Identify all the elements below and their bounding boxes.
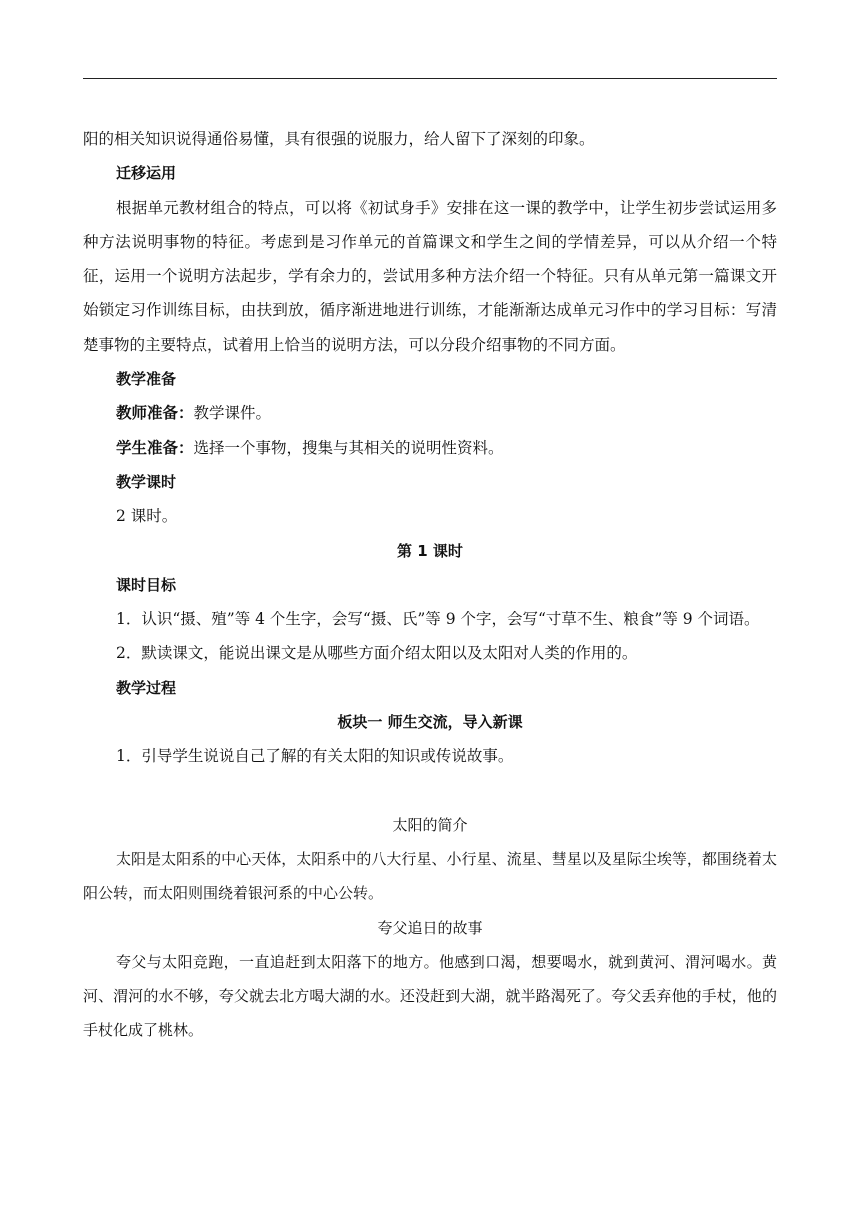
heading-class-hours: 教学课时 (116, 472, 177, 491)
kuafu-story-paragraph: 夸父与太阳竞跑，一直追赶到太阳落下的地方。他感到口渴，想要喝水，就到黄河、渭河喝水。黄河、渭河的水不够，夸父就去北方喝大湖的水。还没赶到大湖，就半路渴死了。夸父丢弃他的手杖，他的手杖化成了桃林。 (83, 952, 777, 1040)
header-rule (83, 78, 777, 79)
teacher-preparation-text: 教学课件。 (193, 404, 272, 423)
heading-transfer: 迁移运用 (116, 164, 177, 183)
sun-intro-paragraph: 太阳是太阳系的中心天体，太阳系中的八大行星、小行星、流星、彗星以及星际尘埃等，都围绕着太阳公转，而太阳则围绕着银河系的中心公转。 (83, 849, 777, 903)
student-preparation (83, 431, 777, 465)
heading-block-1: 板块一 师生交流，导入新课 (337, 713, 523, 732)
class-hours-paragraph: 2 课时。 (116, 507, 178, 526)
goal-1: 1．认识“摄、殖”等 4 个生字，会写“摄、氏”等 9 个字，会写“寸草不生、粮食”等 9 个词语。 (116, 610, 760, 629)
heading-preparation: 教学准备 (116, 370, 177, 389)
teacher-preparation (83, 396, 777, 430)
heading-kuafu-story: 夸父追日的故事 (377, 918, 483, 937)
heading-sun-intro: 太阳的简介 (392, 815, 468, 834)
goal-2: 2．默读课文，能说出课文是从哪些方面介绍太阳以及太阳对人类的作用的。 (116, 644, 638, 663)
heading-lesson-goals: 课时目标 (116, 575, 177, 594)
student-preparation-text: 选择一个事物，搜集与其相关的说明性资料。 (193, 438, 504, 457)
intro-paragraph-end: 阳的相关知识说得通俗易懂，具有很强的说服力，给人留下了深刻的印象。 (83, 130, 595, 148)
teacher-preparation-label: 教师准备： (116, 404, 194, 423)
student-preparation-label: 学生准备： (116, 438, 194, 457)
step-1: 1．引导学生说说自己了解的有关太阳的知识或传说故事。 (116, 747, 514, 766)
heading-teaching-process: 教学过程 (116, 678, 177, 697)
transfer-paragraph: 根据单元教材组合的特点，可以将《初试身手》安排在这一课的教学中，让学生初步尝试运用多种方法说明事物的特征。考虑到是习作单元的首篇课文和学生之间的学情差异，可以从介绍一个特征，运用一个说明方法起步，学有余力的，尝试用多种方法介绍一个特征。只有从单元第一篇课文开始锁定习作训练目标，由扶到放，循序渐进地进行训练，才能渐渐达成单元习作中的学习目标：写清楚事物的主要特点，试着用上恰当的说明方法，可以分段介绍事物的不同方面。 (83, 198, 777, 354)
document-body (83, 122, 777, 1048)
heading-lesson-1: 第 1 课时 (397, 541, 463, 560)
